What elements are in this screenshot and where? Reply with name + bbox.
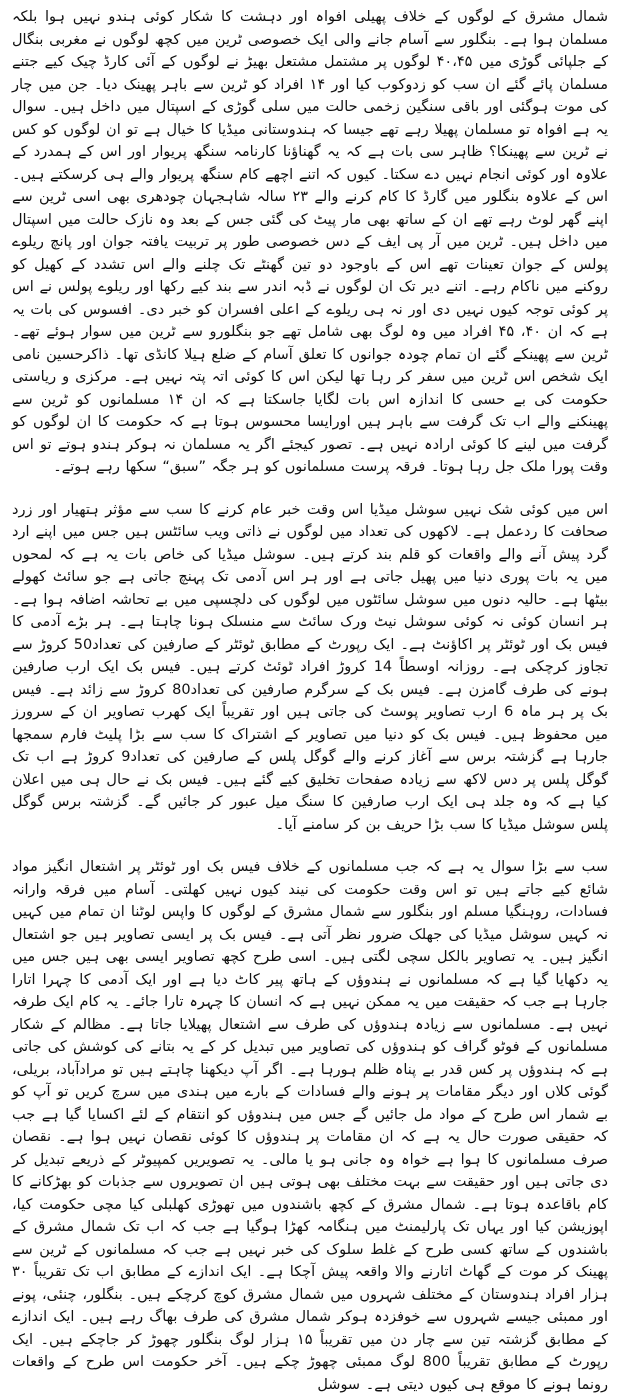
article-paragraph-3: سب سے بڑا سوال یہ ہے کہ جب مسلمانوں کے خلاف فیس بک اور ٹوئٹر پر اشتعال انگیز مواد شائع کیے جاتے ہیں تو اس وقت حکومت کی نیند کیوں نہیں کھلتی۔ آسام میں فرقہ وارانہ فسادات، روہنگیا مسلم اور بنگلور سے شمال مشرق کے لوگوں کا واپس لوٹنا ان تمام میں کہیں نہ کہیں سوشل میڈیا کی جھلک ضرور نظر آتی ہے۔ فیس بک پر ایسی تصاویر ہیں جو اشتعال انگیز ہیں۔ یہ تصاویر بالکل سچی لگتی ہیں۔ اسی طرح کچھ تصاویر ایسی بھی ہیں جس میں یہ دکھایا گیا ہے کہ مسلمانوں نے ہندوؤں کے ہاتھ پیر کاٹ دیا ہے اور ایک آدمی کا چہرا اتارا جارہا ہے جب کہ حقیقت میں یہ ممکن نہیں ہے کہ انسان کا چہرہ تارا جائے۔ یہ کام ایک طرفہ نہیں ہے۔ مسلمانوں سے زیادہ ہندوؤں کی طرف سے اشتعال پھیلایا جاتا ہے۔ مظالم کے شکار مسلمانوں کے فوٹو گراف کو ہندوؤں کی تصاویر میں تبدیل کر کے یہ بتانے کی کوشش کی جاتی ہے کہ ہندوؤں پر کس قدر بے پناہ ظلم ہورہا ہے۔ اگر آپ دیکھنا چاہتے ہیں تو مرادآباد، بریلی، گوئی کلاں اور دیگر مقامات پر ہونے والے فسادات کے بارے میں ہندی میں سرچ کریں تو آپ کو بے شمار اس طرح کے مواد مل جائیں گے جس میں ہندوؤں کو انتقام کے لئے اکسایا گیا ہے جب کہ حقیقی صورت حال یہ ہے کہ ان مقامات پر ہندوؤں کا کوئی نقصان نہیں ہوا ہے۔ نقصان صرف مسلمانوں کا ہوا ہے خواہ وہ جانی ہو یا مالی۔ یہ تصویریں کمپیوٹر کے ذریعے تبدیل کر دی جاتی ہیں اور حقیقت سے بہت مختلف بھی ہوتی ہیں ان تصویروں سے جذبات کو بھڑکانے کا کام باقاعدہ ہوتا ہے۔ شمال مشرق کے کچھ باشندوں میں تھوڑی کھلبلی کیا مچی حکومت کیا، اپوزیشن کیا اور یہاں تک پارلیمنٹ میں ہنگامہ کھڑا ہوگیا ہے جب کہ اب تک شمال مشرق کے باشندوں کے ساتھ کسی طرح کے غلط سلوک کی خبر نہیں ہے جب کہ مسلمانوں کے ٹرین سے پھینک کر موت کے گھاٹ اتارنے والا واقعہ پیش آچکا ہے۔ ایک اندازے کے مطابق اب تک تقریباً ۳۰ ہزار افراد ہندوستان کے مختلف شہروں میں شمال مشرق کوچ کرچکے ہیں۔ بنگلور، چنئی، پونے اور ممبئی جیسے شہروں سے خوفزدہ ہوکر شمال مشرق کی طرف بھاگ رہے ہیں۔ ایک اندازے کے مطابق گزشتہ تین سے چار دن میں تقریباً ۱۵ ہزار لوگ بنگلور چھوڑ کر جاچکے ہیں۔ ایک رپورٹ کے مطابق تقریباً 800 لوگ ممبئی چھوڑ چکے ہیں۔ آخر حکومت اس طرح کے واقعات رونما ہونے کا موقع ہی کیوں دیتی ہے۔ سوشل [12,859,609,1393]
article-paragraph-1: شمال مشرق کے لوگوں کے خلاف پھیلی افواہ اور دہشت کا شکار کوئی ہندو نہیں ہوا بلکہ مسلمان ہوا ہے۔ بنگلور سے آسام جانے والی ایک خصوصی ٹرین میں کچھ لوگوں نے مغربی بنگال کے جلپائی گوڑی میں ۴۰،۴۵ لوگوں پر مشتمل مشتعل بھیڑ نے لوگوں کے آئی کارڈ چیک کیے جتنے مسلمان پائے گئے ان سب کو زدوکوب کیا اور ۱۴ افراد کو ٹرین سے باہر پھینک دیا۔ جن میں چار کی موت ہوگئی اور باقی سنگین زخمی حالت میں سلی گوڑی کے اسپتال میں داخل ہیں۔ سوال یہ ہے افواہ تو مسلمان پھیلا رہے تھے جیسا کہ ہندوستانی میڈیا کا خیال ہے تو ان لوگوں کو کس نے ٹرین سے پھینکا؟ ظاہر سی بات ہے کہ یہ گھناؤنا کارنامہ سنگھ پریوار اور اس کے ہمدرد کے علاوہ اور کوئی انجام نہیں دے سکتا۔ کیوں کہ اتنے اچھے کام سنگھ پریوار والے ہی کرسکتے ہیں۔ اس کے علاوہ بنگلور میں گارڈ کا کام کرنے والے ۲۳ سالہ شاہجہان چودھری بھی اسی ٹرین سے اپنے گھر لوٹ رہے تھے ان کے ساتھ بھی مار پیٹ کی گئی جس کے بعد وہ نازک حالت میں اسپتال میں داخل ہیں۔ ٹرین میں آر پی ایف کے دس خصوصی طور پر تربیت یافتہ جوان اور پانچ ریلوے پولس کے جوان تعینات تھے اس کے باوجود دو تین گھنٹے تک چلنے والے اس تشدد کے کھیل کو روکنے میں ناکام رہے۔ اتنے دیر تک ان لوگوں نے ڈبہ اندر سے بند کیے رکھا اور ریلوے پولس نے اس پر کوئی توجہ کیوں نہیں دی اور نہ ہی ریلوے کے اعلی افسران کو خبر دی۔ افسوس کی بات یہ ہے کہ ان ۴۰، ۴۵ افراد میں وہ لوگ بھی شامل تھے جو بنگلورو سے ٹرین میں سوار ہوئے تھے۔ ٹرین سے پھینکے گئے ان تمام چودہ جوانوں کا تعلق آسام کے ضلع ہیلا کانڈی تھا۔ ذاکرحسین نامی ایک شخص اس ٹرین میں سفر کر رہا تھا لیکن اس کا کوئی اتہ پتہ نہیں ہے۔ مرکزی و ریاستی حکومت کی بے حسی کا اندازہ اس بات لگایا جاسکتا ہے کہ ان ۱۴ مسلمانوں کو ٹرین سے پھینکنے والے اب تک گرفت سے باہر ہیں اورایسا محسوس ہوتا ہے کہ حکومت کا ان لوگوں کو گرفت میں لینے کا کوئی ارادہ نہیں ہے۔ تصور کیجئے اگر یہ مسلمان نہ ہوکر ہندو ہوتے تو اس وقت پورا ملک جل رہا ہوتا۔ فرقہ پرست مسلمانوں کو ہر جگہ ”سبق“ سکھا رہے ہوتے۔ [12,9,609,475]
article-paragraph-2: اس میں کوئی شک نہیں سوشل میڈیا اس وقت خبر عام کرنے کا سب سے مؤثر ہتھیار اور زرد صحافت کا ردعمل ہے۔ لاکھوں کی تعداد میں لوگوں نے ذاتی ویب سائٹس ہیں جس میں اپنے ارد گرد پیش آنے والے واقعات کو قلم بند کرتے ہیں۔ سوشل میڈیا کی خاص بات یہ ہے کہ لمحوں میں یہ بات پوری دنیا میں پھیل جاتی ہے اور ہر اس آدمی تک پہنچ جاتی ہے جو سائٹ کھولے بیٹھا ہے۔ حالیہ دنوں میں سوشل سائٹوں میں لوگوں کی دلچسپی میں بے تحاشہ اضافہ ہوا ہے۔ ہر انسان کوئی نہ کوئی سوشل نیٹ ورک سائٹ سے منسلک ہونا چاہتا ہے۔ ہر بڑے آدمی کا فیس بک اور ٹوئٹر پر اکاؤنٹ ہے۔ ایک رپورٹ کے مطابق ٹوئٹر کے صارفین کی تعداد50 کروڑ سے تجاوز کرچکی ہے۔ روزانہ اوسطاً 14 کروڑ افراد ٹوئٹ کرتے ہیں۔ فیس بک ایک ارب صارفین ہونے کی طرف گامزن ہے۔ فیس بک کے سرگرم صارفین کی تعداد80 کروڑ سے زائد ہے۔ فیس بک پر ہر ماہ 6 ارب تصاویر پوسٹ کی جاتی ہیں اور تقریباً ایک کھرب تصاویر ان کے سرورز میں محفوظ ہیں۔ فیس بک کو دنیا میں تصاویر کے اشتراک کا سب سے بڑا پلیٹ فارم سمجھا جارہا ہے گزشتہ برس سے آغاز کرنے والے گوگل پلس کے صارفین کی تعداد9 کروڑ ہے اب تک گوگل پلس پر دس لاکھ سے زیادہ صفحات تخلیق کیے گئے ہیں۔ فیس بک نے حال ہی میں اعلان کیا ہے کہ وہ جلد ہی ایک ارب صارفین کا سنگ میل عبور کر جائیں گے۔ گزشتہ برس گوگل پلس سوشل میڈیا کا سب بڑا حریف بن کر سامنے آیا۔ [12,501,609,833]
